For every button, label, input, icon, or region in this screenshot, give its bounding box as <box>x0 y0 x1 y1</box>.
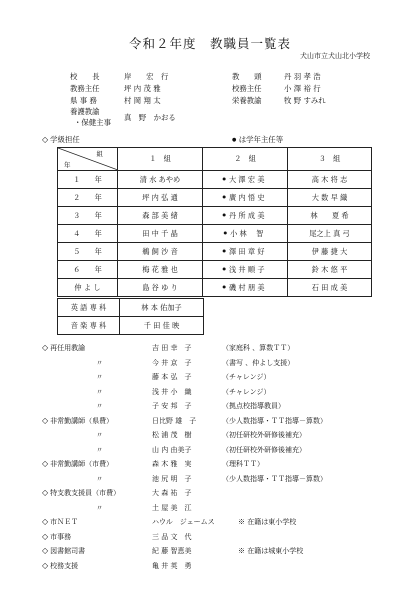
diamond-icon: ◇ <box>42 560 49 570</box>
corner-bottom-label: 年 <box>64 161 71 169</box>
staff-role <box>96 358 103 368</box>
yogo-role: 養護教諭 <box>70 107 100 116</box>
staff-note: （少人数指導・ＴＴ指導－算数） <box>222 474 327 483</box>
staff-role <box>42 416 113 426</box>
staff-name: 池 尻 明 子 <box>152 474 192 483</box>
admin-role: 校 長 <box>70 72 100 81</box>
staff-name: 日比野 雄 子 <box>152 416 197 425</box>
staff-name: 浅 井 小 織 <box>152 387 192 396</box>
staff-role <box>42 532 71 542</box>
staff-role-label: 再任用教諭 <box>50 344 86 352</box>
teacher-cell: 梅 花 雅 也 <box>118 261 203 279</box>
specialist-role: 英 語 専 科 <box>58 299 120 317</box>
diamond-icon: ◇ <box>42 459 49 468</box>
teacher-cell: ● 丹 所 成 美 <box>203 207 288 225</box>
staff-role-label: 非常勤講師（県費） <box>50 416 114 425</box>
staff-role <box>96 401 103 411</box>
staff-role-label: 特支教支援員（市費） <box>50 489 121 497</box>
yogo-role-2: ・保健主事 <box>74 118 111 127</box>
grade-cell: ３ 年 <box>58 207 118 225</box>
teacher-cell: 伊 藤 捷 大 <box>288 243 372 261</box>
diamond-icon: ◇ <box>42 488 49 497</box>
staff-note: （理科ＴＴ） <box>222 460 264 468</box>
diamond-icon: ◇ <box>42 546 49 555</box>
staff-note: （初任研校外研修後補充） <box>222 431 306 439</box>
staff-role <box>42 343 85 353</box>
staff-role <box>96 372 103 382</box>
staff-note: （チャレンジ） <box>222 373 271 381</box>
admin-role: 教務主任 <box>70 84 100 93</box>
teacher-cell: ● 浅 井 順 子 <box>203 261 288 279</box>
staff-role <box>42 546 85 556</box>
teacher-cell: ● 磯 村 朋 美 <box>203 279 288 297</box>
grade-cell: ５ 年 <box>58 243 118 261</box>
staff-name: 亀 井 英 勇 <box>152 561 192 570</box>
grade-cell: ６ 年 <box>58 261 118 279</box>
staff-name: 大 森 祐 子 <box>152 489 192 497</box>
table-row <box>58 243 372 261</box>
teacher-cell: 大 数 早 織 <box>288 189 372 207</box>
page-title: 令和２年度 教職員一覧表 <box>128 36 291 51</box>
table-row <box>58 225 372 243</box>
admin-role: 県 事 務 <box>70 96 97 105</box>
specialist-name: 千 田 佳 映 <box>120 317 204 335</box>
staff-role <box>96 474 103 484</box>
diamond-icon: ◇ <box>42 517 49 526</box>
grade-cell: 仲 よ し <box>58 279 118 297</box>
admin-role: 校務主任 <box>232 84 262 93</box>
staff-note: （拠点校指導教員） <box>222 402 285 410</box>
diamond-icon: ◇ <box>42 415 49 425</box>
staff-name: 藤 本 弘 子 <box>152 373 192 381</box>
staff-note: ※ 在籍は東小学校 <box>238 518 297 526</box>
admin-role: 栄養教諭 <box>232 96 262 105</box>
grade-head-note: ● は学年主任等 <box>232 135 284 144</box>
section-homeroom: ◇ 学級担任 <box>42 135 80 144</box>
staff-name: 土 屋 美 江 <box>152 503 192 512</box>
teacher-cell: ● 大 澤 宏 美 <box>203 171 288 189</box>
staff-name: ハウル ジェームス <box>152 518 215 526</box>
dot-icon: ● <box>232 137 237 143</box>
homeroom-table <box>57 147 372 297</box>
staff-role-label: 〃 <box>96 373 103 381</box>
table-row <box>58 261 372 279</box>
staff-role-label: 〃 <box>96 445 103 454</box>
staff-role <box>42 488 120 498</box>
staff-role <box>96 387 103 397</box>
staff-name: 子 安 邦 子 <box>152 402 192 410</box>
teacher-cell: 高 木 将 志 <box>288 171 372 189</box>
specialist-name: 林 本 佑加子 <box>120 299 204 317</box>
teacher-cell: 坪 内 弘 通 <box>118 189 203 207</box>
teacher-cell: 鈴 木 悠 平 <box>288 261 372 279</box>
admin-name: 坪 内 茂 雅 <box>124 84 161 93</box>
table-corner <box>58 148 118 171</box>
staff-role-label: 図書館司書 <box>50 547 86 555</box>
staff-name: 森 木 雅 実 <box>152 460 192 468</box>
diamond-icon: ◇ <box>42 135 49 144</box>
staff-note: （チャレンジ） <box>222 387 271 396</box>
diamond-icon: ◇ <box>42 343 49 352</box>
staff-note: ※ 在籍は城東小学校 <box>238 547 304 555</box>
staff-role-label: 〃 <box>96 387 103 396</box>
admin-name: 牧 野 すみれ <box>284 96 326 105</box>
staff-name: 今 井 京 子 <box>152 358 192 367</box>
staff-role-label: 非常勤講師（市費） <box>50 460 114 468</box>
grade-cell: ４ 年 <box>58 225 118 243</box>
teacher-cell: 林 夏 希 <box>288 207 372 225</box>
corner-top-label: 組 <box>96 150 103 158</box>
table-row <box>58 189 372 207</box>
staff-role <box>96 445 103 455</box>
teacher-cell: 田 中 千 晶 <box>118 225 203 243</box>
admin-name: 丹 羽 孝 浩 <box>284 72 321 81</box>
staff-name: 吉 田 幸 子 <box>152 344 192 352</box>
staff-role-label: 市ＮＥＴ <box>50 518 79 526</box>
table-row <box>58 317 204 335</box>
staff-name: 山 内 由美子 <box>152 445 192 454</box>
diamond-icon: ◇ <box>42 531 49 541</box>
teacher-cell: 石 田 成 美 <box>288 279 372 297</box>
specialist-role: 音 楽 専 科 <box>58 317 120 335</box>
staff-role-label: 校務支援 <box>50 561 79 570</box>
admin-name: 岸 宏 行 <box>124 72 169 81</box>
table-row <box>58 171 372 189</box>
staff-role-label: 市事務 <box>50 532 72 541</box>
teacher-cell: 尾之上 真 弓 <box>288 225 372 243</box>
teacher-cell: ● 澤 田 章 好 <box>203 243 288 261</box>
staff-role <box>42 459 113 469</box>
teacher-cell: ● 小 林 智 <box>203 225 288 243</box>
staff-note: （書写 、仲よし支援） <box>222 358 295 367</box>
staff-note: （初任研校外研修後補充） <box>222 445 306 454</box>
yogo-name: 真 野 かおる <box>124 113 176 122</box>
staff-role <box>96 503 103 513</box>
staff-role-label: 〃 <box>96 402 103 410</box>
teacher-cell: 島 谷 ゆ り <box>118 279 203 297</box>
staff-note: （少人数指導・ＴＴ指導－算数） <box>222 416 327 425</box>
grade-cell: ２ 年 <box>58 189 118 207</box>
teacher-cell: 鵜 飼 沙 音 <box>118 243 203 261</box>
table-row <box>58 299 204 317</box>
staff-role-label: 〃 <box>96 474 103 483</box>
staff-name: 三 品 文 代 <box>152 532 192 541</box>
staff-role-label: 〃 <box>96 431 103 439</box>
teacher-cell: ● 廣 内 悟 史 <box>203 189 288 207</box>
column-header: １ 組 <box>118 148 203 171</box>
staff-note: （家庭科 、算数ＴＴ） <box>222 344 295 352</box>
staff-role <box>42 561 78 571</box>
grade-cell: １ 年 <box>58 171 118 189</box>
staff-role-label: 〃 <box>96 358 103 367</box>
school-name: 犬山市立犬山北小学校 <box>300 52 370 60</box>
staff-name: 松 浦 茂 樹 <box>152 431 192 439</box>
teacher-cell: 清 水 あやめ <box>118 171 203 189</box>
staff-role <box>42 517 78 527</box>
specialist-table <box>57 298 204 335</box>
table-row <box>58 207 372 225</box>
staff-role <box>96 430 103 440</box>
table-header-row <box>58 148 372 171</box>
column-header: ３ 組 <box>288 148 372 171</box>
table-row <box>58 279 372 297</box>
staff-name: 紀 藤 智恵美 <box>152 547 192 555</box>
column-header: ２ 組 <box>203 148 288 171</box>
admin-name: 小 澤 裕 行 <box>284 84 321 93</box>
teacher-cell: 森 部 美 緒 <box>118 207 203 225</box>
admin-name: 村 岡 翔 太 <box>124 96 161 105</box>
staff-role-label: 〃 <box>96 503 103 512</box>
admin-role: 教 頭 <box>232 72 262 81</box>
